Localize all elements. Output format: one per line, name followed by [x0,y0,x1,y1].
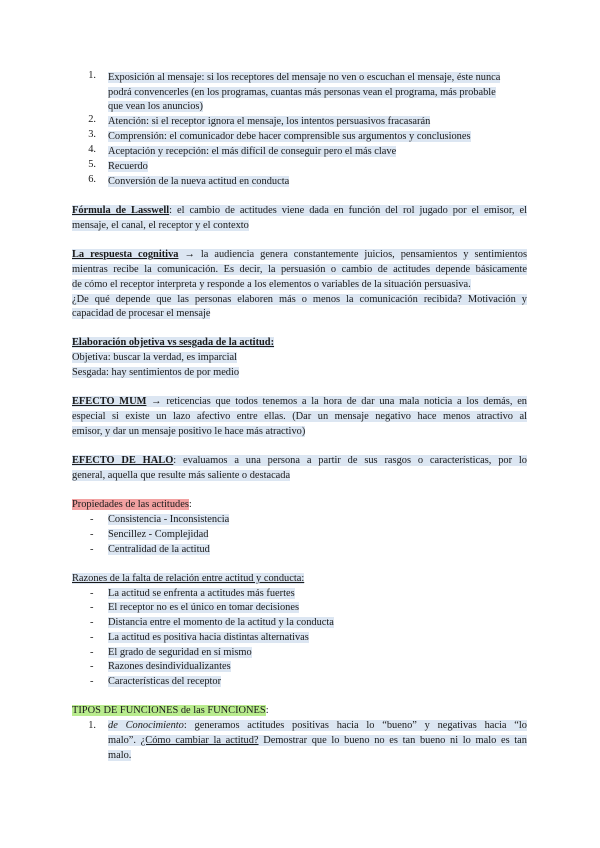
knowledge-function-term: de Conocimiento [108,720,184,731]
list-item: Razones desindividualizantes [108,661,231,672]
lasswell-term: Fórmula de Lasswell [72,205,170,216]
list-number: 5. [88,159,96,170]
list-item: La actitud se enfrenta a actitudes más fuertes [108,588,295,599]
list-item: El receptor no es el único en tomar decisiones [108,602,300,613]
halo-term: EFECTO DE HALO [72,455,174,466]
list-item-line: Comprensión: el comunicador debe hacer comprensible sus argumentos y conclusiones [108,131,471,142]
list-item: Sencillez - Complejidad [108,529,209,540]
mum-term: EFECTO MUM [72,396,147,407]
elaboration-title: Elaboración objetiva vs sesgada de la actitud: [72,337,275,348]
list-number: 2. [88,114,96,125]
list-item-line: Aceptación y recepción: el más difícil de conseguir pero el más clave [108,146,397,157]
list-number: 4. [88,144,96,155]
list-item: Consistencia - Inconsistencia [108,514,230,525]
list-item: Distancia entre el momento de la actitud y la conducta [108,617,334,628]
list-number: 1. [88,70,96,81]
list-item: Características del receptor [108,676,222,687]
list-item-line: podrá convencerles (en los programas, cuantas más personas vean el programa, más probable [108,87,496,98]
list-number: 6. [88,174,96,185]
list-number: 3. [88,129,96,140]
list-item: Centralidad de la actitud [108,544,210,555]
list-item-line: Atención: si el receptor ignora el mensaje, los intentos persuasivos fracasarán [108,116,431,127]
list-item: La actitud es positiva hacia distintas alternativas [108,632,309,643]
list-item-line: Exposición al mensaje: si los receptores del mensaje no ven o escuchan el mensaje, éste nunca [108,72,501,83]
list-item-line: Conversión de la nueva actitud en conducta [108,176,290,187]
document-page: 1. Exposición al mensaje: si los receptores del mensaje no ven o escuchan el mensaje, éste nunca podrá convencerles (en los programas, cuantas más personas vean el programa, más probable que vean los anuncios) 2. Atención: si el receptor ignora el mensaje, los intentos persuasivos fracasarán 3. Comprensión: el comunicador debe hacer comprensible sus argumentos y conclusiones 4. Aceptación y recepción: el más difícil de conseguir pero el más clave 5. Recuerdo 6. Conversión de la nueva actitud en conducta Fórmula de Lasswell: el cambio de actitudes viene dada en función del rol jugado por el emisor, el mensaje, el canal, el receptor y el contexto La respuesta cognitiva → la audiencia genera constantemente juicios, pensamientos y sentimientos mientras recibe la comunicación. Es decir, la persuasión o cambio de actitudes depende básicamente de cómo el receptor interpreta y responde a los elementos o variables de la situación persuasiva. ¿De qué depende que las personas elaboren más o menos la comunicación recibida? Motivación y capacidad de procesar el mensaje Elaboración objetiva vs sesgada de la actitud: Objetiva: buscar la verdad, es imparcial Sesgada: hay sentimientos de por medio EFECTO MUM → reticencias que todos tenemos a la hora de dar una mala noticia a los demás, en especial si existe un lazo afectivo entre ellas. (Dar un mensaje negativo hace menos atractivo al emisor, y dar un mensaje positivo le hace más atractivo) EFECTO DE HALO: evaluamos a una persona a partir de sus rasgos o características, por lo general, aquella que resulte más saliente o destacada Propiedades de las actitudes: - Consistencia - Inconsistencia - Sencillez - Complejidad - Centralidad de la actitud Razones de la falta de relación entre actitud y conducta: - La actitud se enfrenta a actitudes más fuertes - El receptor no es el único en tomar decisiones - Distancia entre el momento de la actitud y la conducta - La actitud es positiva hacia distintas alternativas - El grado de seguridad en sí mismo - Razones desindividualizantes - Características del receptor TIPOS DE FUNCIONES de las FUNCIONES: 1. de Conocimiento: generamos actitudes positivas hacia lo “bueno” y negativas hacia “lo malo”. ¿Cómo cambiar la actitud? Demostrar que lo bueno no es tan bueno ni lo malo es tan malo. [72,70,528,761]
reasons-title: Razones de la falta de relación entre actitud y conducta: [72,573,305,584]
list-item-line: que vean los anuncios) [108,101,203,112]
properties-title: Propiedades de las actitudes [72,499,189,510]
functions-title: TIPOS DE FUNCIONES de las FUNCIONES [72,705,266,716]
list-item: El grado de seguridad en sí mismo [108,647,252,658]
list-item-line: Recuerdo [108,161,148,172]
cognitive-term: La respuesta cognitiva [72,249,179,260]
